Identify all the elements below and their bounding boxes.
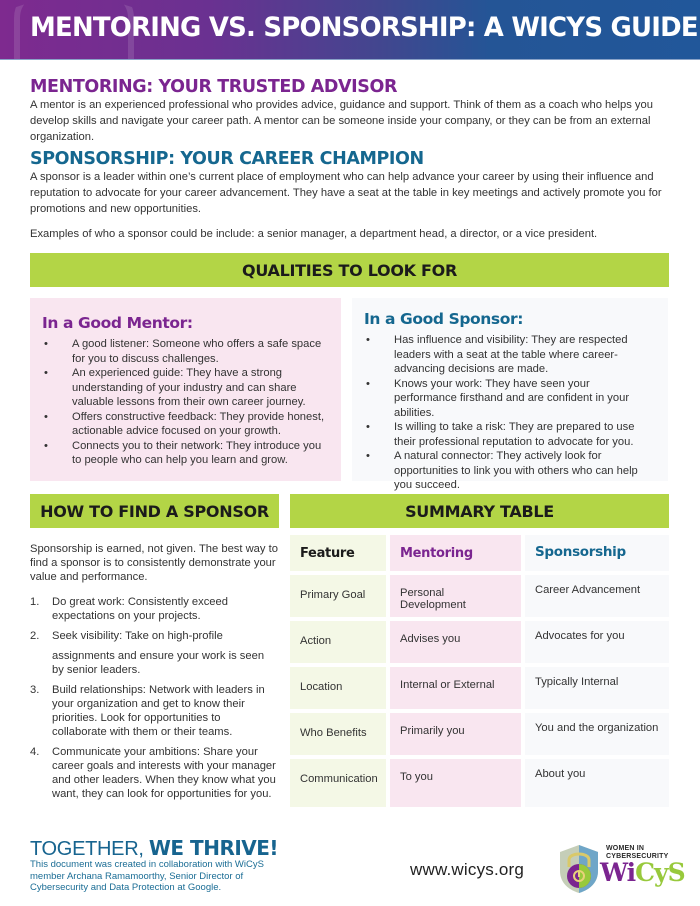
sponsor-qualities-title: In a Good Sponsor: (364, 310, 524, 328)
mentor-qualities-list (42, 337, 327, 468)
qualities-title: QUALITIES TO LOOK FOR (242, 260, 457, 280)
sponsorship-title: SPONSORSHIP: YOUR CAREER CHAMPION (30, 149, 424, 169)
table-cell: Primary Goal (290, 575, 386, 617)
table-cell: Location (290, 667, 386, 709)
list-item: • A good listener: Someone who offers a safe space for you to discuss challenges. (42, 337, 327, 366)
table-cell: Communication (290, 759, 386, 807)
step-item (30, 629, 278, 677)
find-sponsor-intro: Sponsorship is earned, not given. The best way to find a sponsor is to consistently demonstrate your value and performance. (30, 543, 278, 583)
header-cell-sponsorship: Sponsorship (525, 535, 669, 571)
qualities-banner (30, 253, 669, 287)
step-item (30, 683, 278, 739)
summary-table (290, 535, 669, 811)
find-sponsor-steps (30, 595, 278, 807)
website-link[interactable]: www.wicys.org (410, 860, 525, 879)
step-text: Build relationships: Network with leaders in your organization and get to know their priorities. Look for opportunities to collaborate with them or their teams. (52, 684, 265, 738)
sponsor-qualities-card (352, 298, 668, 491)
table-cell: Action (290, 621, 386, 663)
table-cell: You and the organization (525, 713, 669, 755)
footer-note: This document was created in collaboration with WiCyS member Archana Ramamoorthy, Senior Director of Cybersecurity and Data Protection at Google. (30, 859, 264, 893)
shield-lock-icon (556, 843, 602, 895)
page-header (0, 0, 700, 60)
mentor-qualities-title: In a Good Mentor: (42, 314, 193, 332)
list-item: • Offers constructive feedback: They provide honest, actionable advice focused on your growth. (42, 410, 327, 439)
step-item (30, 595, 278, 623)
summary-banner (290, 494, 669, 528)
table-row (290, 575, 669, 617)
sponsorship-body: A sponsor is a leader within one’s current place of employment who can help advance your career by using their influence and reputation to advocate for your career advancement. They have a seat at the table in key meetings and actively promote you for promotions and new opportunities. (30, 171, 662, 215)
table-cell: To you (390, 759, 521, 807)
table-cell: Advocates for you (525, 621, 669, 663)
mentoring-title: MENTORING: YOUR TRUSTED ADVISOR (30, 77, 398, 97)
list-item: • An experienced guide: They have a strong understanding of your industry and can share valuable lessons from their own career journey. (42, 366, 327, 410)
logo-line-1: WOMEN IN (606, 845, 645, 852)
logo-line-2: CYBERSECURITY (606, 852, 669, 860)
list-item: • A natural connector: They actively look for opportunities to link you with others who can help you succeed. (364, 449, 652, 493)
table-header-row (290, 535, 669, 571)
tagline-light: TOGETHER, (30, 838, 149, 860)
table-row (290, 713, 669, 755)
sponsorship-examples: Examples of who a sponsor could be include: a senior manager, a department head, a director, or a vice president. (30, 228, 598, 240)
logo-wordmark (600, 858, 685, 887)
list-item: • Has influence and visibility: They are respected leaders with a seat at the table where career-advancing decisions are made. (364, 333, 652, 377)
step-number: 1. (30, 596, 40, 608)
table-cell: Who Benefits (290, 713, 386, 755)
step-number: 4. (30, 746, 40, 758)
table-cell: Internal or External (390, 667, 521, 709)
find-sponsor-banner (30, 494, 279, 528)
logo-wordmark-green: CyS (635, 858, 685, 887)
step-text-continued: assignments and ensure your work is seen by senior leaders. (52, 650, 265, 676)
footer-tagline (30, 836, 278, 861)
table-cell: Typically Internal (525, 667, 669, 709)
find-sponsor-title: HOW TO FIND A SPONSOR (40, 501, 269, 521)
header-cell-mentoring: Mentoring (390, 535, 521, 571)
table-cell: Personal Development (390, 575, 521, 617)
logo-wordmark-purple: Wi (600, 858, 636, 887)
summary-title: SUMMARY TABLE (405, 501, 554, 521)
table-row (290, 759, 669, 807)
mentoring-body: A mentor is an experienced professional who provides advice, guidance and support. Think of them as a coach who helps you develop skills and navigate your career path. A mentor can be someone inside your company, or they can be from an external organization. (30, 99, 653, 143)
table-cell: Advises you (390, 621, 521, 663)
step-text: Do great work: Consistently exceed expectations on your projects. (52, 596, 228, 622)
sponsor-qualities-list (364, 333, 652, 493)
list-item: • Is willing to take a risk: They are prepared to use their professional reputation to advocate for you. (364, 420, 652, 449)
table-cell: About you (525, 759, 669, 807)
step-item (30, 745, 278, 801)
table-row (290, 667, 669, 709)
mentor-qualities-card (30, 298, 341, 481)
wicys-logo (556, 843, 686, 895)
step-text: Communicate your ambitions: Share your career goals and interests with your manager and other leaders. When they know what you want, they can look for opportunities for you. (52, 746, 276, 800)
table-cell: Primarily you (390, 713, 521, 755)
step-number: 3. (30, 684, 40, 696)
tagline-bold: WE THRIVE! (148, 836, 279, 860)
list-item: • Knows your work: They have seen your performance firsthand and are confident in your abilities. (364, 377, 652, 421)
step-text: Seek visibility: Take on high-profile (52, 630, 223, 642)
header-cell-feature: Feature (290, 535, 386, 571)
table-row (290, 621, 669, 663)
table-cell: Career Advancement (525, 575, 669, 617)
page-title: MENTORING VS. SPONSORSHIP: A WICYS GUIDE (30, 12, 698, 43)
step-number: 2. (30, 630, 40, 642)
list-item: • Connects you to their network: They introduce you to people who can help you learn and grow. (42, 439, 327, 468)
